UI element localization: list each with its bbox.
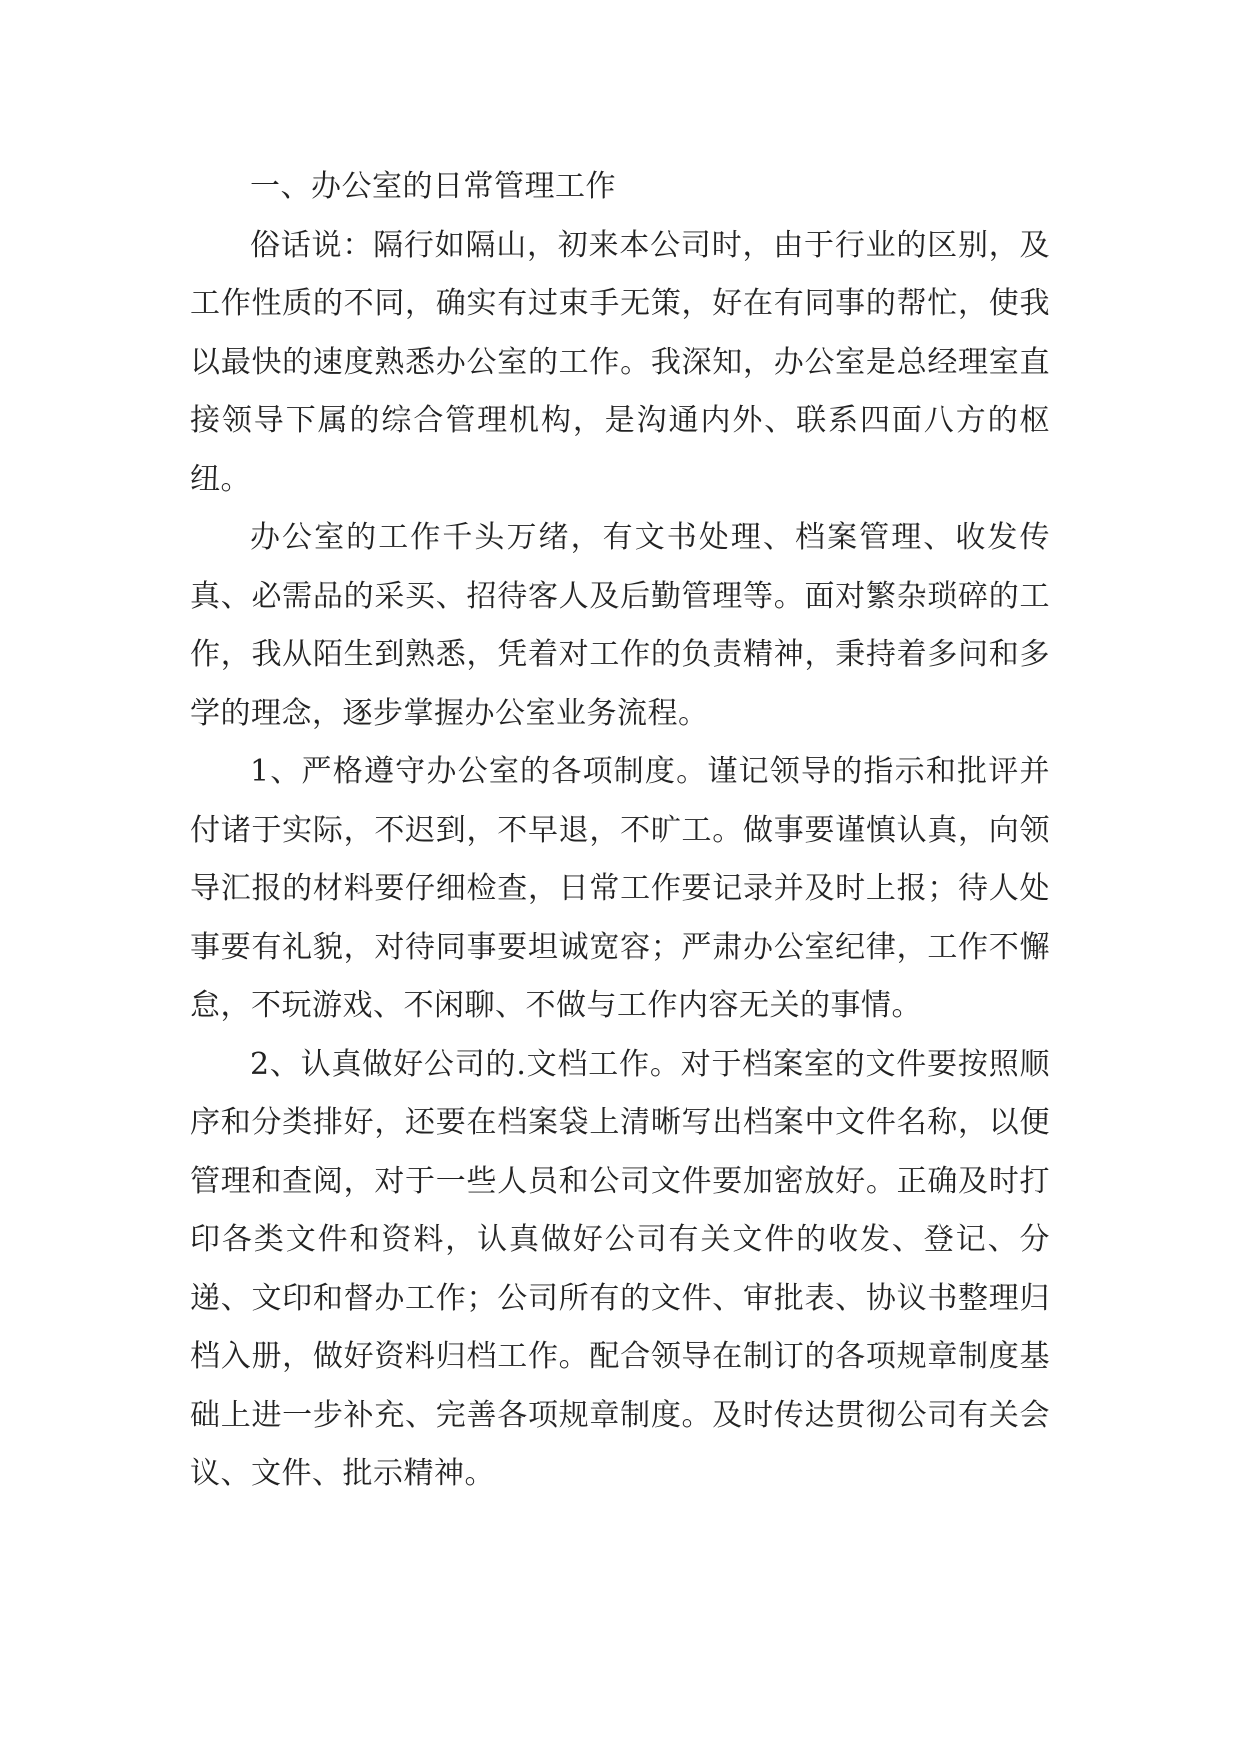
paragraph-documents: 2、认真做好公司的.文档工作。对于档案室的文件要按照顺序和分类排好，还要在档案袋上清晰写出档案中文件名称，以便管理和查阅，对于一些人员和公司文件要加密放好。正确及时打印各类文件和资料，认真做好公司有关文件的收发、登记、分递、文印和督办工作；公司所有的文件、审批表、协议书整理归档入册，做好资料归档工作。配合领导在制订的各项规章制度基础上进一步补充、完善各项规章制度。及时传达贯彻公司有关会议、文件、批示精神。 bbox=[190, 1046, 1050, 1491]
paragraph-intro: 俗话说：隔行如隔山，初来本公司时，由于行业的区别，及工作性质的不同，确实有过束手无策，好在有同事的帮忙，使我以最快的速度熟悉办公室的工作。我深知，办公室是总经理室直接领导下属的综合管理机构，是沟通内外、联系四面八方的枢纽。 bbox=[190, 227, 1050, 497]
section-heading: 一、办公室的日常管理工作 bbox=[250, 169, 616, 204]
paragraph-rules: 1、严格遵守办公室的各项制度。谨记领导的指示和批评并付诸于实际，不迟到，不早退，不旷工。做事要谨慎认真，向领导汇报的材料要仔细检查，日常工作要记录并及时上报；待人处事要有礼貌，对待同事要坦诚宽容；严肃办公室纪律，工作不懈怠，不玩游戏、不闲聊、不做与工作内容无关的事情。 bbox=[190, 754, 1050, 1023]
paragraph-office-work: 办公室的工作千头万绪，有文书处理、档案管理、收发传真、必需品的采买、招待客人及后勤管理等。面对繁杂琐碎的工作，我从陌生到熟悉，凭着对工作的负责精神，秉持着多问和多学的理念，逐步掌握办公室业务流程。 bbox=[190, 520, 1050, 731]
document-body bbox=[190, 158, 1050, 1504]
